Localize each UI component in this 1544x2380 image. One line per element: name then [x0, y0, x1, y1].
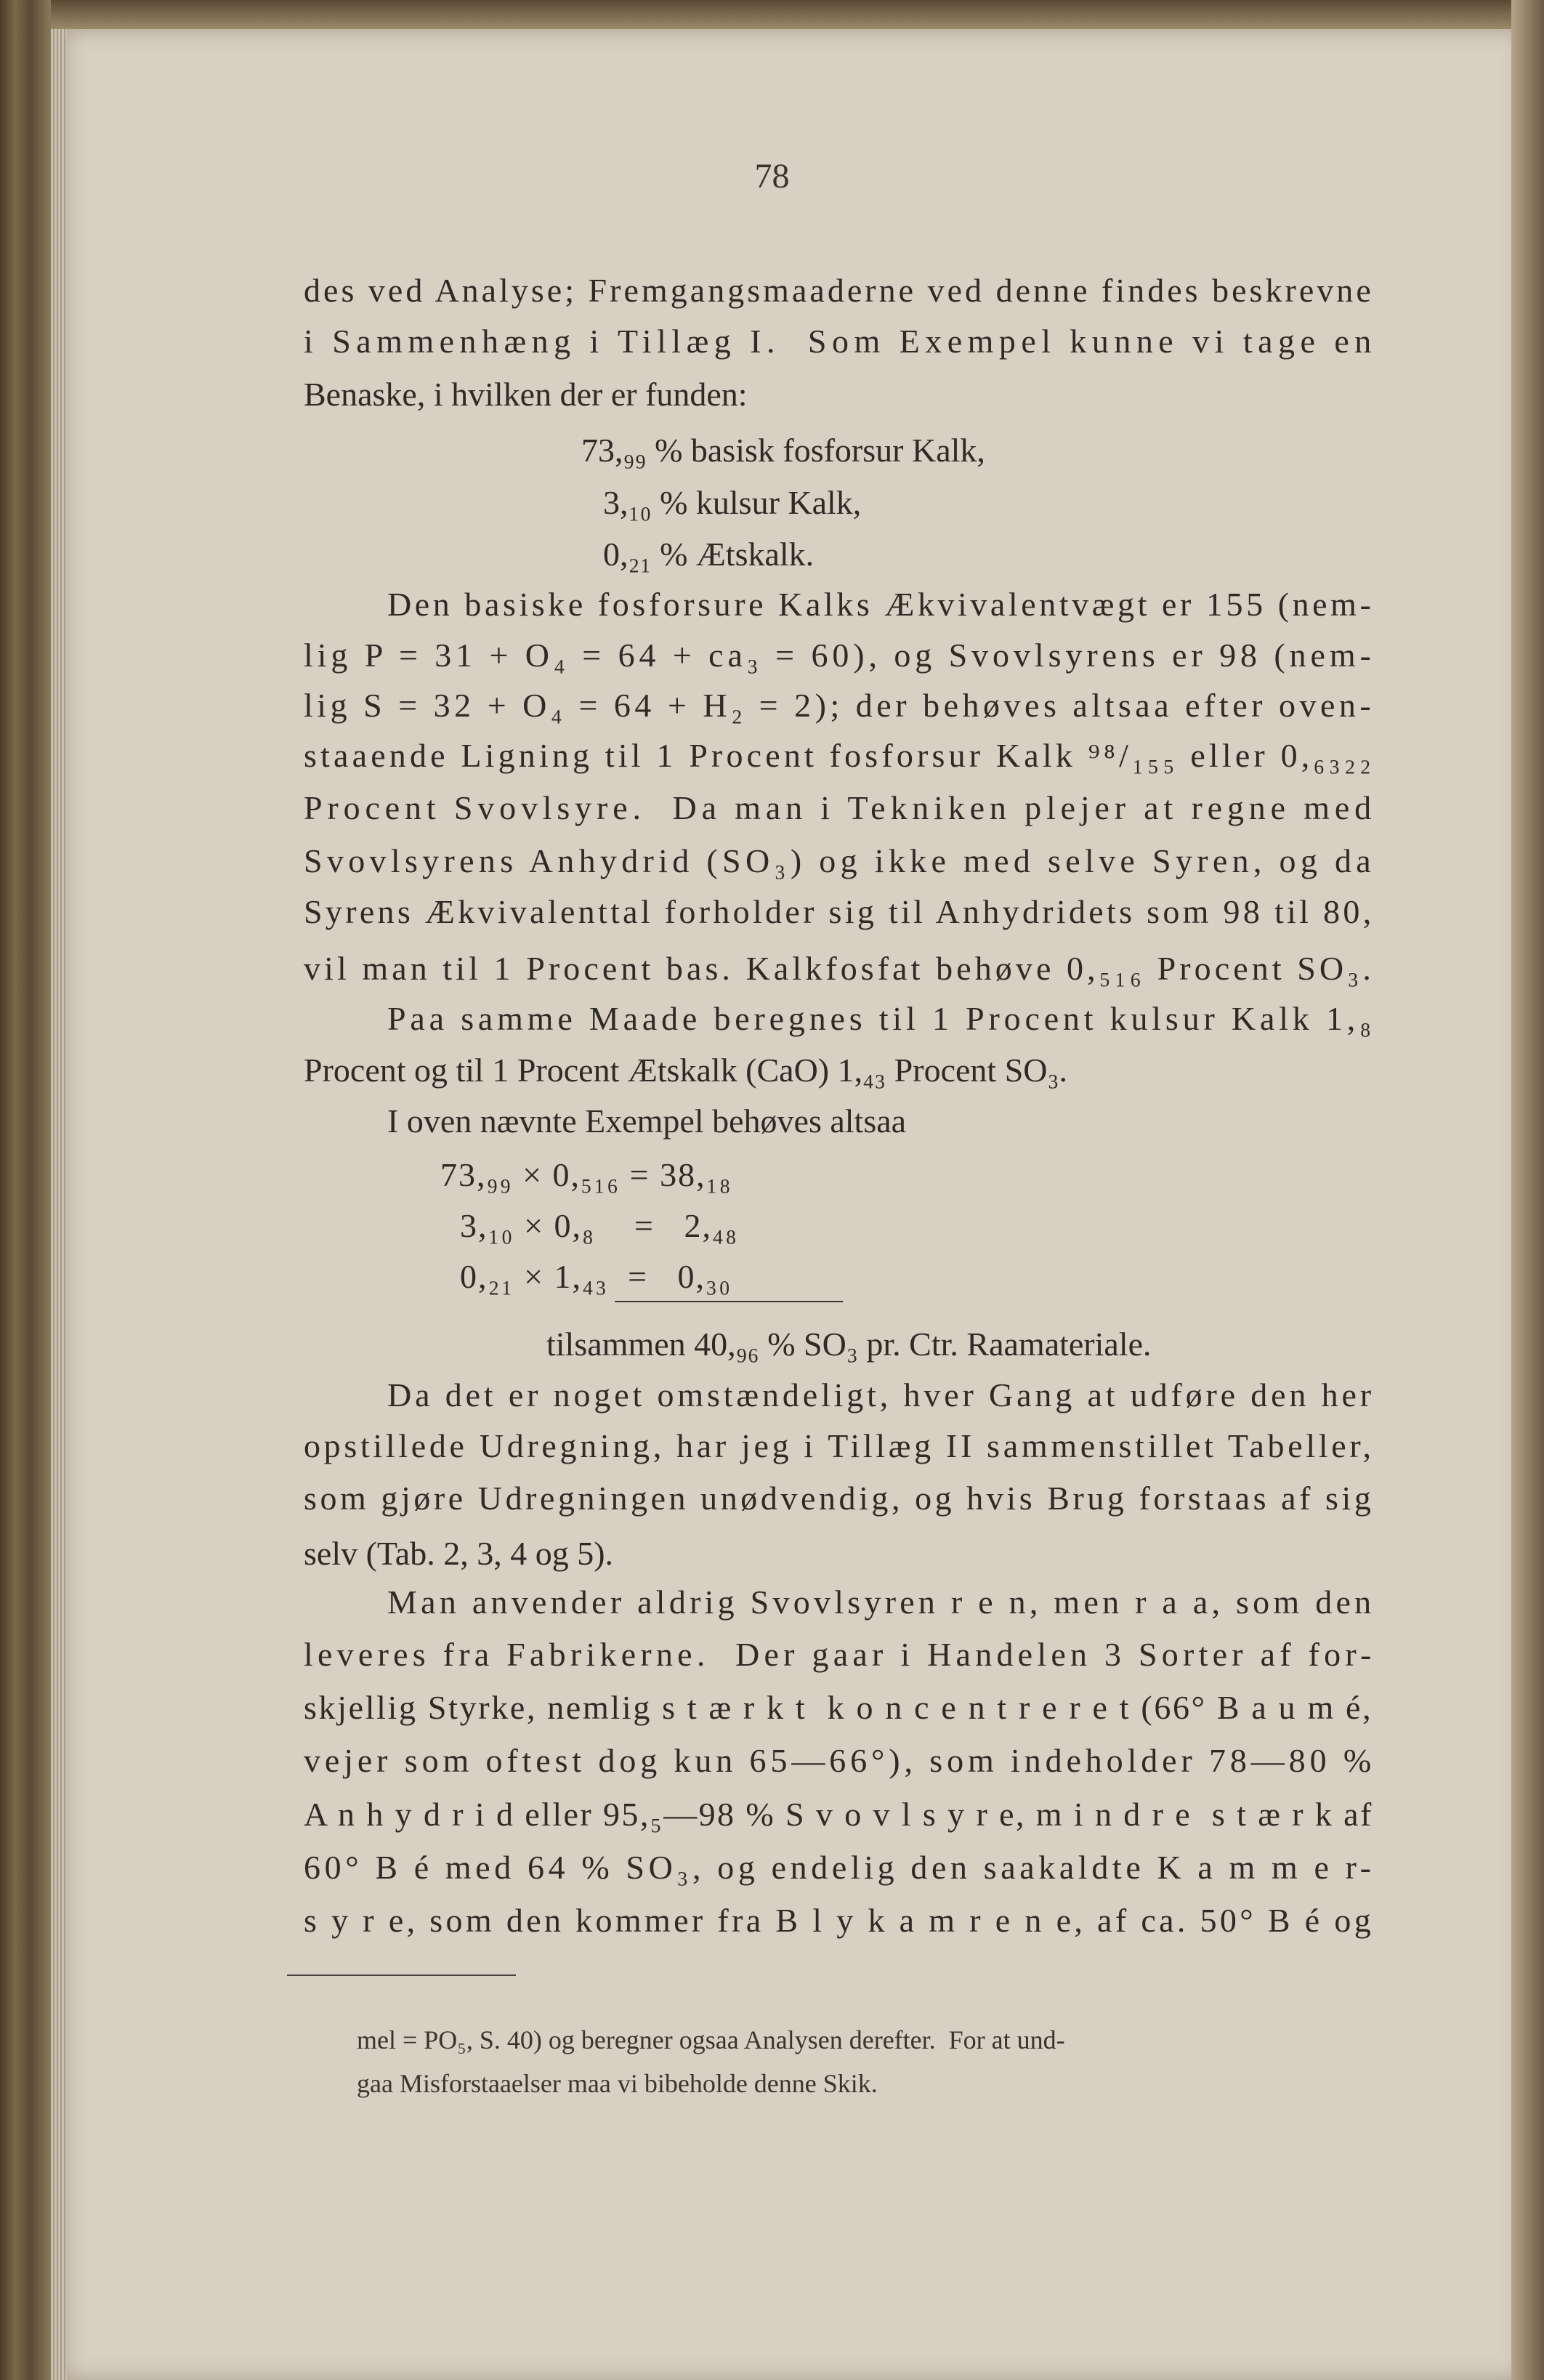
text-line: 3,₁₀ % kulsur Kalk, — [603, 484, 862, 521]
text-line: Da det er noget omstændeligt, hver Gang at udføre den her — [387, 1376, 1375, 1413]
text-line: 3,₁₀ × 0,₈ = 2,₄₈ — [440, 1207, 739, 1244]
text-line: vejer som oftest dog kun 65—66°), som indeholder 78—80 % — [304, 1742, 1376, 1779]
text-line: 73,₉₉ % basisk fosforsur Kalk, — [581, 432, 985, 469]
page-stack-edge — [51, 29, 67, 2380]
text-line: 60° B é med 64 % SO₃, og endelig den saakaldte K a m m e r- — [304, 1849, 1375, 1886]
text-line: 73,₉₉ × 0,₅₁₆ = 38,₁₈ — [440, 1156, 732, 1193]
text-line: opstillede Udregning, har jeg i Tillæg II sammenstillet Tabeller, — [304, 1427, 1375, 1464]
text-line: s y r e, som den kommer fra B l y k a m r e n e, af ca. 50° B é og — [304, 1902, 1375, 1939]
text-line: tilsammen 40,₉₆ % SO₃ pr. Ctr. Raamateriale. — [546, 1326, 1152, 1363]
text-line: skjellig Styrke, nemlig s t æ r k t k o n c e n t r e r e t (66° B a u m é, — [304, 1689, 1373, 1726]
text-line: vil man til 1 Procent bas. Kalkfosfat behøve 0,₅₁₆ Procent SO₃. — [304, 950, 1375, 987]
text-line: leveres fra Fabrikerne. Der gaar i Handelen 3 Sorter af for- — [304, 1636, 1376, 1673]
text-line: selv (Tab. 2, 3, 4 og 5). — [304, 1535, 614, 1572]
text-line: Svovlsyrens Anhydrid (SO₃) og ikke med selve Syren, og da — [304, 842, 1376, 879]
text-line: des ved Analyse; Fremgangsmaaderne ved denne findes beskrevne — [304, 272, 1374, 309]
text-line: A n h y d r i d eller 95,₅—98 % S v o v l s y r e, m i n d r e s t æ r k af — [304, 1796, 1373, 1833]
text-line: Paa samme Maade beregnes til 1 Procent kulsur Kalk 1,₈ — [387, 1000, 1375, 1037]
text-line: 0,₂₁ × 1,₄₃ = 0,₃₀ — [440, 1258, 732, 1295]
book-right-edge — [1511, 0, 1544, 2380]
text-line: Syrens Ækvivalenttal forholder sig til Anhydridets som 98 til 80, — [304, 893, 1375, 930]
footnote-line: gaa Misforstaaelser maa vi bibeholde denne Skik. — [357, 2069, 878, 2098]
book-spine-edge — [0, 0, 51, 2380]
text-line: som gjøre Udregningen unødvendig, og hvis Brug forstaas af sig — [304, 1480, 1375, 1517]
text-line: lig P = 31 + O₄ = 64 + ca₃ = 60), og Svovlsyrens er 98 (nem- — [304, 637, 1375, 674]
book-top-edge — [0, 0, 1544, 29]
text-line: I oven nævnte Exempel behøves altsaa — [387, 1102, 907, 1139]
page-number: 78 — [754, 157, 790, 195]
text-line: 0,₂₁ % Ætskalk. — [603, 536, 815, 573]
text-line: i Sammenhæng i Tillæg I. Som Exempel kunne vi tage en — [304, 323, 1377, 360]
footnote-rule — [287, 1974, 516, 1976]
text-line: staaende Ligning til 1 Procent fosforsur Kalk ⁹⁸/₁₅₅ eller 0,₆₃₂₂ — [304, 737, 1375, 774]
text-line: Den basiske fosforsure Kalks Ækvivalentvægt er 155 (nem- — [387, 586, 1375, 623]
text-line: Benaske, i hvilken der er funden: — [304, 376, 748, 413]
text-line: lig S = 32 + O₄ = 64 + H₂ = 2); der behøves altsaa efter oven- — [304, 687, 1375, 724]
sum-rule — [615, 1301, 843, 1302]
text-line: Procent og til 1 Procent Ætskalk (CaO) 1,₄₃ Procent SO₃. — [304, 1052, 1068, 1089]
text-line: Man anvender aldrig Svovlsyren r e n, men r a a, som den — [387, 1584, 1375, 1621]
footnote-line: mel = PO₅, S. 40) og beregner ogsaa Analysen derefter. For at und- — [357, 2025, 1065, 2054]
text-line: Procent Svovlsyre. Da man i Tekniken plejer at regne med — [304, 789, 1377, 826]
